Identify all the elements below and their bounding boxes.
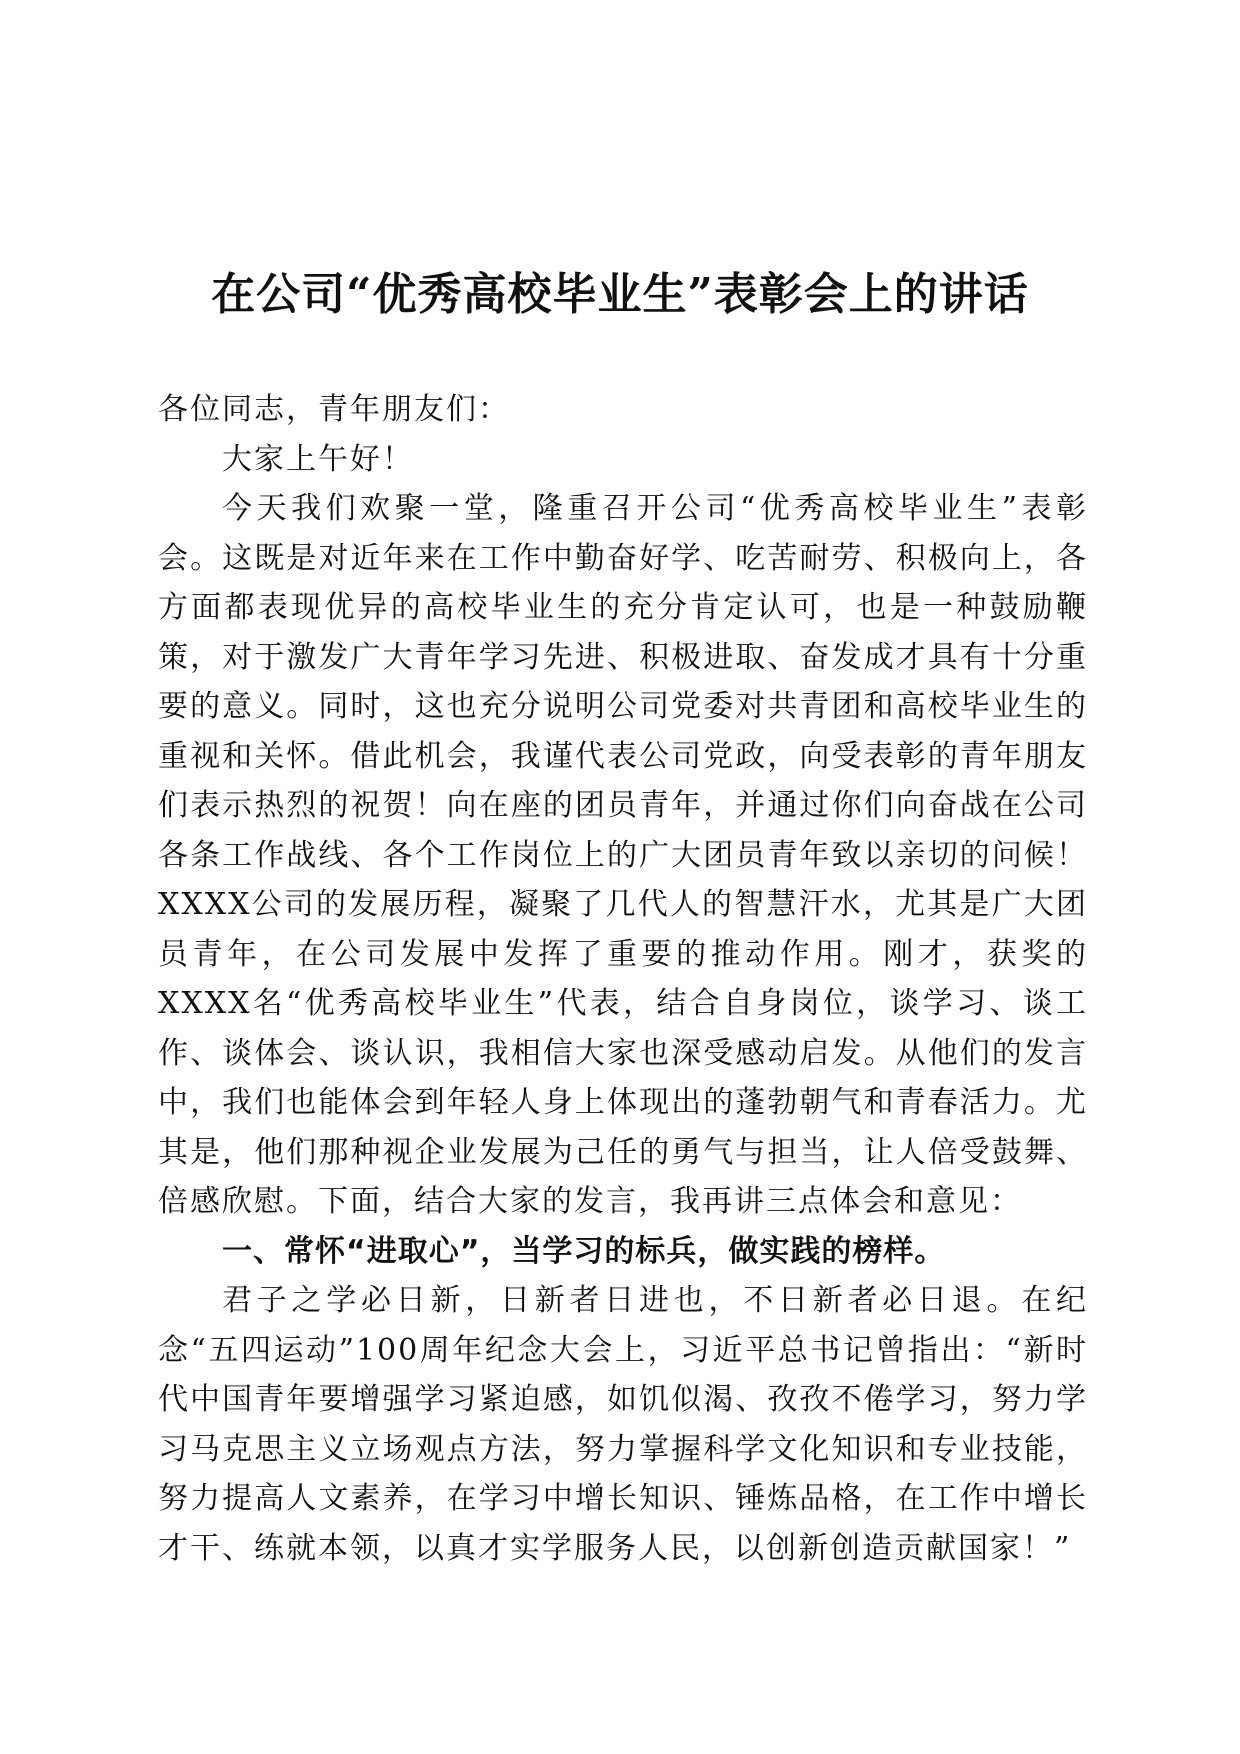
paragraph: 今天我们欢聚一堂，隆重召开公司“优秀高校毕业生”表彰会。这既是对近年来在工作中勤奋好学、吃苦耐劳、积极向上，各方面都表现优异的高校毕业生的充分肯定认可，也是一种鼓励鞭策，对于激发广大青年学习先进、积极进取、奋发成才具有十分重要的意义。同时，这也充分说明公司党委对共青团和高校毕业生的重视和关怀。借此机会，我谨代表公司党政，向受表彰的青年朋友们表示热烈的祝贺！向在座的团员青年，并通过你们向奋战在公司各条工作战线、各个工作岗位上的广大团员青年致以亲切的问候！XXXX公司的发展历程，凝聚了几代人的智慧汗水，尤其是广大团员青年，在公司发展中发挥了重要的推动作用。刚才，获奖的XXXX名“优秀高校毕业生”代表，结合自身岗位，谈学习、谈工作、谈体会、谈认识，我相信大家也深受感动启发。从他们的发言中，我们也能体会到年轻人身上体现出的蓬勃朝气和青春活力。尤其是，他们那种视企业发展为己任的勇气与担当，让人倍受鼓舞、倍感欣慰。下面，结合大家的发言，我再讲三点体会和意见： [158, 491, 1088, 1219]
paragraph: 君子之学必日新，日新者日进也，不日新者必日退。在纪念“五四运动”100周年纪念大会上，习近平总书记曾指出：“新时代中国青年要增强学习紧迫感，如饥似渴、孜孜不倦学习，努力学习马克思主义立场观点方法，努力掌握科学文化知识和专业技能，努力提高人文素养，在学习中增长知识、锤炼品格，在工作中增长才干、练就本领，以真才实学服务人民，以创新创造贡献国家！” [158, 1283, 1088, 1566]
document-body [158, 385, 1088, 1573]
section-heading: 一、常怀“进取心”，当学习的标兵，做实践的榜样。 [222, 1233, 946, 1269]
document-title: 在公司“优秀高校毕业生”表彰会上的讲话 [211, 269, 1029, 320]
salutation: 各位同志，青年朋友们： [158, 392, 510, 427]
greeting: 大家上午好！ [222, 441, 414, 477]
